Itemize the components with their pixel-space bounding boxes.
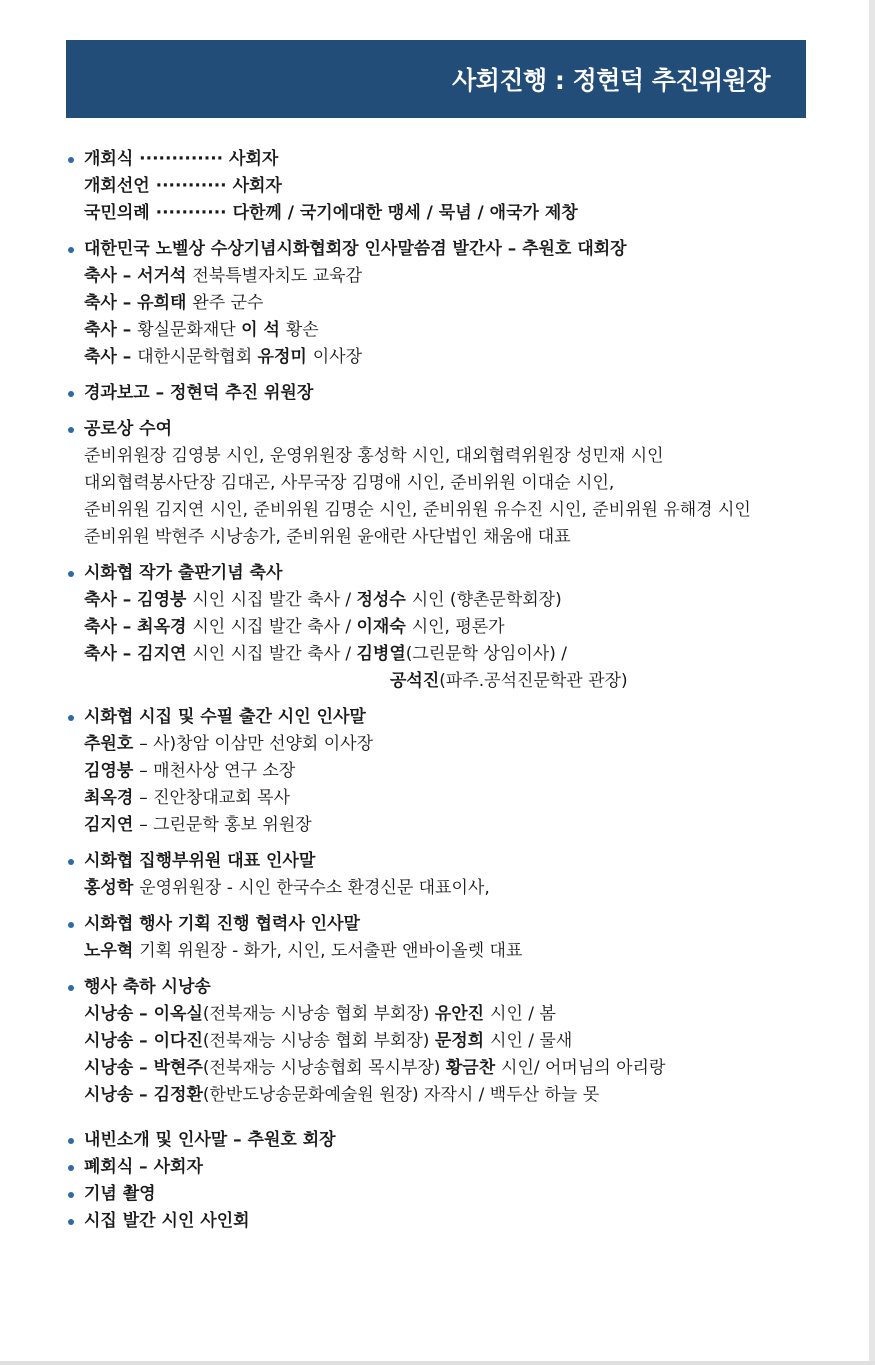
text-segment: 폐회식 – 사회자 [84,1157,203,1177]
text-segment: – 사)창암 이삼만 선양회 이사장 [139,734,373,754]
text-segment: 개회선언 ··········· 사회자 [84,176,282,196]
section-line [66,641,826,668]
text-segment: 정성수 [356,590,412,610]
text-segment: 유안진 [434,1004,491,1024]
program-list [66,146,826,1244]
text-segment: 시인/ 어머님의 아리랑 [501,1058,666,1078]
text-segment: 시인, 평론가 [411,617,505,637]
text-segment: 축사 – 김영붕 [84,590,193,610]
program-section [66,704,826,839]
text-segment: 준비위원 김지연 시인, 준비위원 김명순 시인, 준비위원 유수진 시인, 준비위원 유해경 시인 [84,500,751,520]
section-line [66,875,826,902]
text-segment: 황손 [285,320,319,340]
text-segment: 축사 – [84,347,138,367]
text-segment: – 진안창대교회 목사 [139,788,290,808]
section-heading [66,911,826,938]
text-segment: 이 석 [241,320,286,340]
text-segment: – 그린문학 홍보 위원장 [139,815,312,835]
text-segment: 시인 시집 발간 축사 / [192,644,357,664]
section-heading [66,974,826,1001]
program-section [66,380,826,407]
text-segment: 추원호 [84,734,140,754]
text-segment: 시인 / 봄 [490,1004,556,1024]
text-segment: 내빈소개 및 인사말 – 추원호 회장 [84,1130,336,1150]
section-line [66,443,826,470]
text-segment: 축사 – 유희태 [84,293,193,313]
text-segment: 김병열 [356,644,406,664]
text-segment: 시화협 시집 및 수필 출간 시인 인사말 [84,707,366,727]
text-segment: 홍성학 [84,878,140,898]
text-segment: 국민의례 ··········· 다한께 / 국기에대한 맹세 / 묵념 / 애국가 제창 [84,203,578,223]
text-segment: 시집 발간 시인 사인회 [84,1211,250,1231]
text-segment: (전북재능 시낭송 협회 부회장) [202,1004,435,1024]
section-line [66,173,826,200]
section-line [66,1001,826,1028]
text-segment: 시인 시집 발간 축사 / [192,590,357,610]
text-segment: 황실문화재단 [137,320,242,340]
text-segment: 시낭송 – 김정환 [84,1085,203,1105]
section-line [66,1082,826,1109]
page-bottom-edge [0,1361,875,1365]
header-banner [66,40,806,118]
section-line [66,668,826,695]
text-segment: 시낭송 – 이다진 [84,1031,203,1051]
text-segment: 전북특별자치도 교육감 [192,266,362,286]
section-heading [66,704,826,731]
text-segment: 시낭송 – 박현주 [84,1058,203,1078]
section-heading [66,1208,826,1235]
text-segment: 시인 (향촌문학회장) [411,590,562,610]
page-right-edge [869,0,875,1365]
text-segment: 대외협력봉사단장 김대곤, 사무국장 김명애 시인, 준비위원 이대순 시인, [84,473,615,493]
program-section [66,1127,826,1154]
program-section [66,146,826,227]
text-segment: 축사 – 서거석 [84,266,193,286]
text-segment: 김영붕 [84,761,140,781]
text-segment: 시화협 행사 기획 진행 협력사 인사말 [84,914,360,934]
text-segment: 시화협 집행부위원 대표 인사말 [84,851,316,871]
section-line [66,263,826,290]
text-segment: 문정희 [434,1031,491,1051]
program-section [66,974,826,1109]
text-segment: 기획 위원장 - 화가, 시인, 도서출판 앤바이올렛 대표 [139,941,523,961]
section-line [66,812,826,839]
text-segment: 이재숙 [356,617,412,637]
program-section [66,1208,826,1235]
program-section [66,911,826,965]
text-segment: 시화협 작가 출판기념 축사 [84,563,283,583]
section-line [66,587,826,614]
text-segment: 시낭송 – 이옥실 [84,1004,203,1024]
section-heading [66,1154,826,1181]
program-section [66,848,826,902]
program-section [66,416,826,551]
text-segment: 기념 촬영 [84,1184,156,1204]
program-section [66,1154,826,1181]
text-segment: – 매천사상 연구 소장 [139,761,296,781]
section-line [66,200,826,227]
section-line [66,731,826,758]
text-segment: 축사 – [84,320,138,340]
section-line [66,497,826,524]
text-segment: 준비위원장 김영붕 시인, 운영위원장 홍성학 시인, 대외협력위원장 성민재 시인 [84,446,664,466]
text-segment: 운영위원장 - 시인 한국수소 환경신문 대표이사, [139,878,490,898]
text-segment: 경과보고 – 정현덕 추진 위원장 [84,383,314,403]
text-segment: 유정미 [257,347,313,367]
section-line [66,317,826,344]
text-segment: 완주 군수 [192,293,264,313]
text-segment: (전북재능 시낭송 협회 부회장) [202,1031,435,1051]
section-line [66,344,826,371]
section-heading [66,1181,826,1208]
text-segment: (한반도낭송문화예술원 원장) 자작시 / 백두산 하늘 못 [202,1085,600,1105]
text-segment: (파주.공석진문학관 관장) [439,671,628,691]
program-section [66,236,826,371]
program-section [66,1181,826,1208]
text-segment: 최옥경 [84,788,140,808]
section-heading [66,416,826,443]
section-heading [66,560,826,587]
section-line [66,470,826,497]
section-line [66,1028,826,1055]
section-line [66,758,826,785]
text-segment: 준비위원 박현주 시낭송가, 준비위원 윤애란 사단법인 채움애 대표 [84,527,571,547]
section-line [66,938,826,965]
text-segment: 대한민국 노벨상 수상기념시화협회장 인사말씀겸 발간사 – 추원호 대회장 [84,239,627,259]
text-segment: 공석진 [390,671,440,691]
section-heading [66,236,826,263]
section-line [66,290,826,317]
text-segment: 이사장 [312,347,363,367]
page-title: 사회진행 : 정현덕 추진위원장 [452,66,770,95]
text-segment: (전북재능 시낭송협회 목시부장) [202,1058,446,1078]
text-segment: 공로상 수여 [84,419,173,439]
section-line [66,1055,826,1082]
section-line [66,785,826,812]
section-line [66,524,826,551]
program-section [66,560,826,695]
text-segment: 대한시문학협회 [137,347,258,367]
section-heading [66,380,826,407]
text-segment: 황금찬 [445,1058,502,1078]
text-segment: 행사 축하 시낭송 [84,977,211,997]
text-segment: 시인 시집 발간 축사 / [192,617,357,637]
section-heading [66,1127,826,1154]
text-segment: 노우혁 [84,941,140,961]
text-segment: 개회식 ············· 사회자 [84,149,279,169]
text-segment: 축사 – 최옥경 [84,617,193,637]
section-heading [66,848,826,875]
text-segment: 축사 – 김지연 [84,644,193,664]
section-heading [66,146,826,173]
text-segment: 시인 / 물새 [490,1031,573,1051]
text-segment: 김지연 [84,815,140,835]
section-line [66,614,826,641]
text-segment: (그린문학 상임이사) / [405,644,567,664]
